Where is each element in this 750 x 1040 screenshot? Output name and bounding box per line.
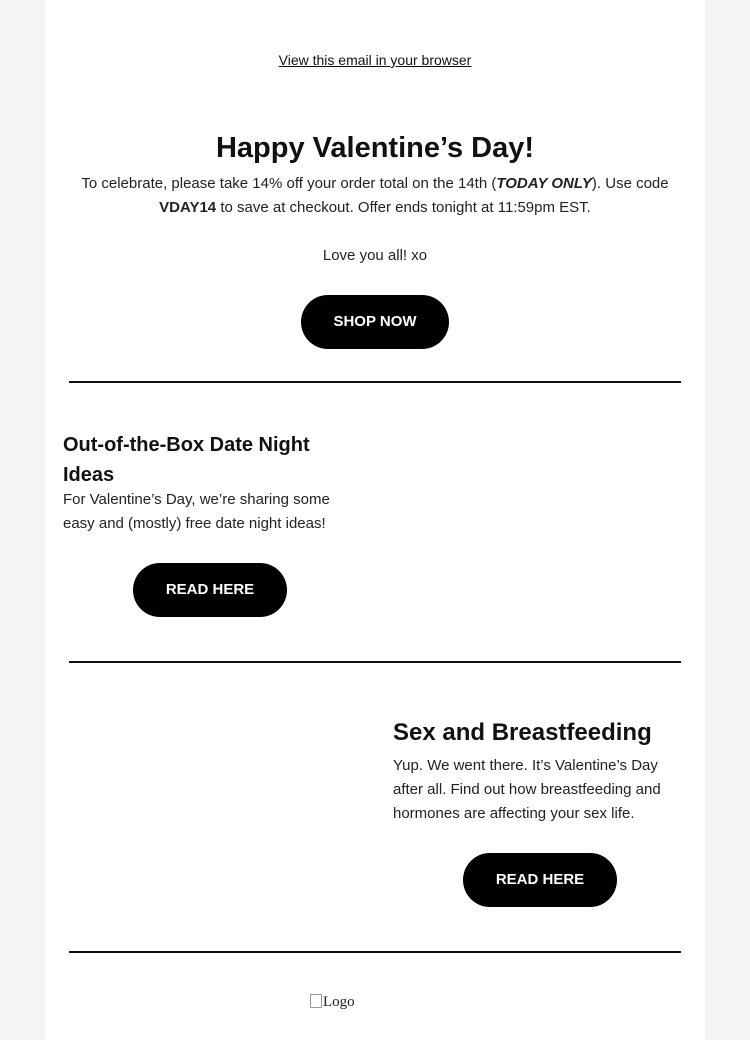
promo-intro-part1: To celebrate, please take 14% off your order total on the 14th ( (81, 175, 497, 192)
promo-intro-part2: ). Use code (591, 175, 669, 192)
broken-image-icon (310, 994, 322, 1008)
article-title-breastfeeding: Sex and Breastfeeding (393, 719, 652, 746)
read-here-button-breastfeeding[interactable]: READ HERE (463, 853, 617, 907)
view-in-browser-link[interactable]: View this email in your browser (278, 52, 472, 68)
shop-now-button[interactable]: SHOP NOW (301, 295, 449, 349)
article-text-date-night: For Valentine’s Day, we’re sharing some easy and (mostly) free date night ideas! (63, 491, 330, 532)
article-title-date-night: Out-of-the-Box Date Night Ideas (63, 434, 310, 486)
promo-code: VDAY14 (159, 199, 217, 216)
promo-intro-part3: to save at checkout. Offer ends tonight at 11:59pm EST. (216, 199, 591, 216)
section-divider (69, 951, 681, 953)
footer-logo[interactable] (310, 992, 355, 1012)
section-divider (69, 381, 681, 383)
email-container (45, 0, 705, 1040)
promo-today-only: TODAY ONLY (496, 175, 592, 192)
hero-signoff: Love you all! xo (322, 247, 428, 264)
promo-intro-text (69, 172, 681, 220)
read-here-button-date-night[interactable]: READ HERE (133, 563, 287, 617)
article-text-breastfeeding: Yup. We went there. It’s Valentine’s Day after all. Find out how breastfeeding and hormones are affecting your sex life. (393, 757, 661, 822)
hero-title: Happy Valentine’s Day! (215, 132, 535, 164)
logo-alt-text: Logo (323, 994, 355, 1010)
section-divider (69, 661, 681, 663)
